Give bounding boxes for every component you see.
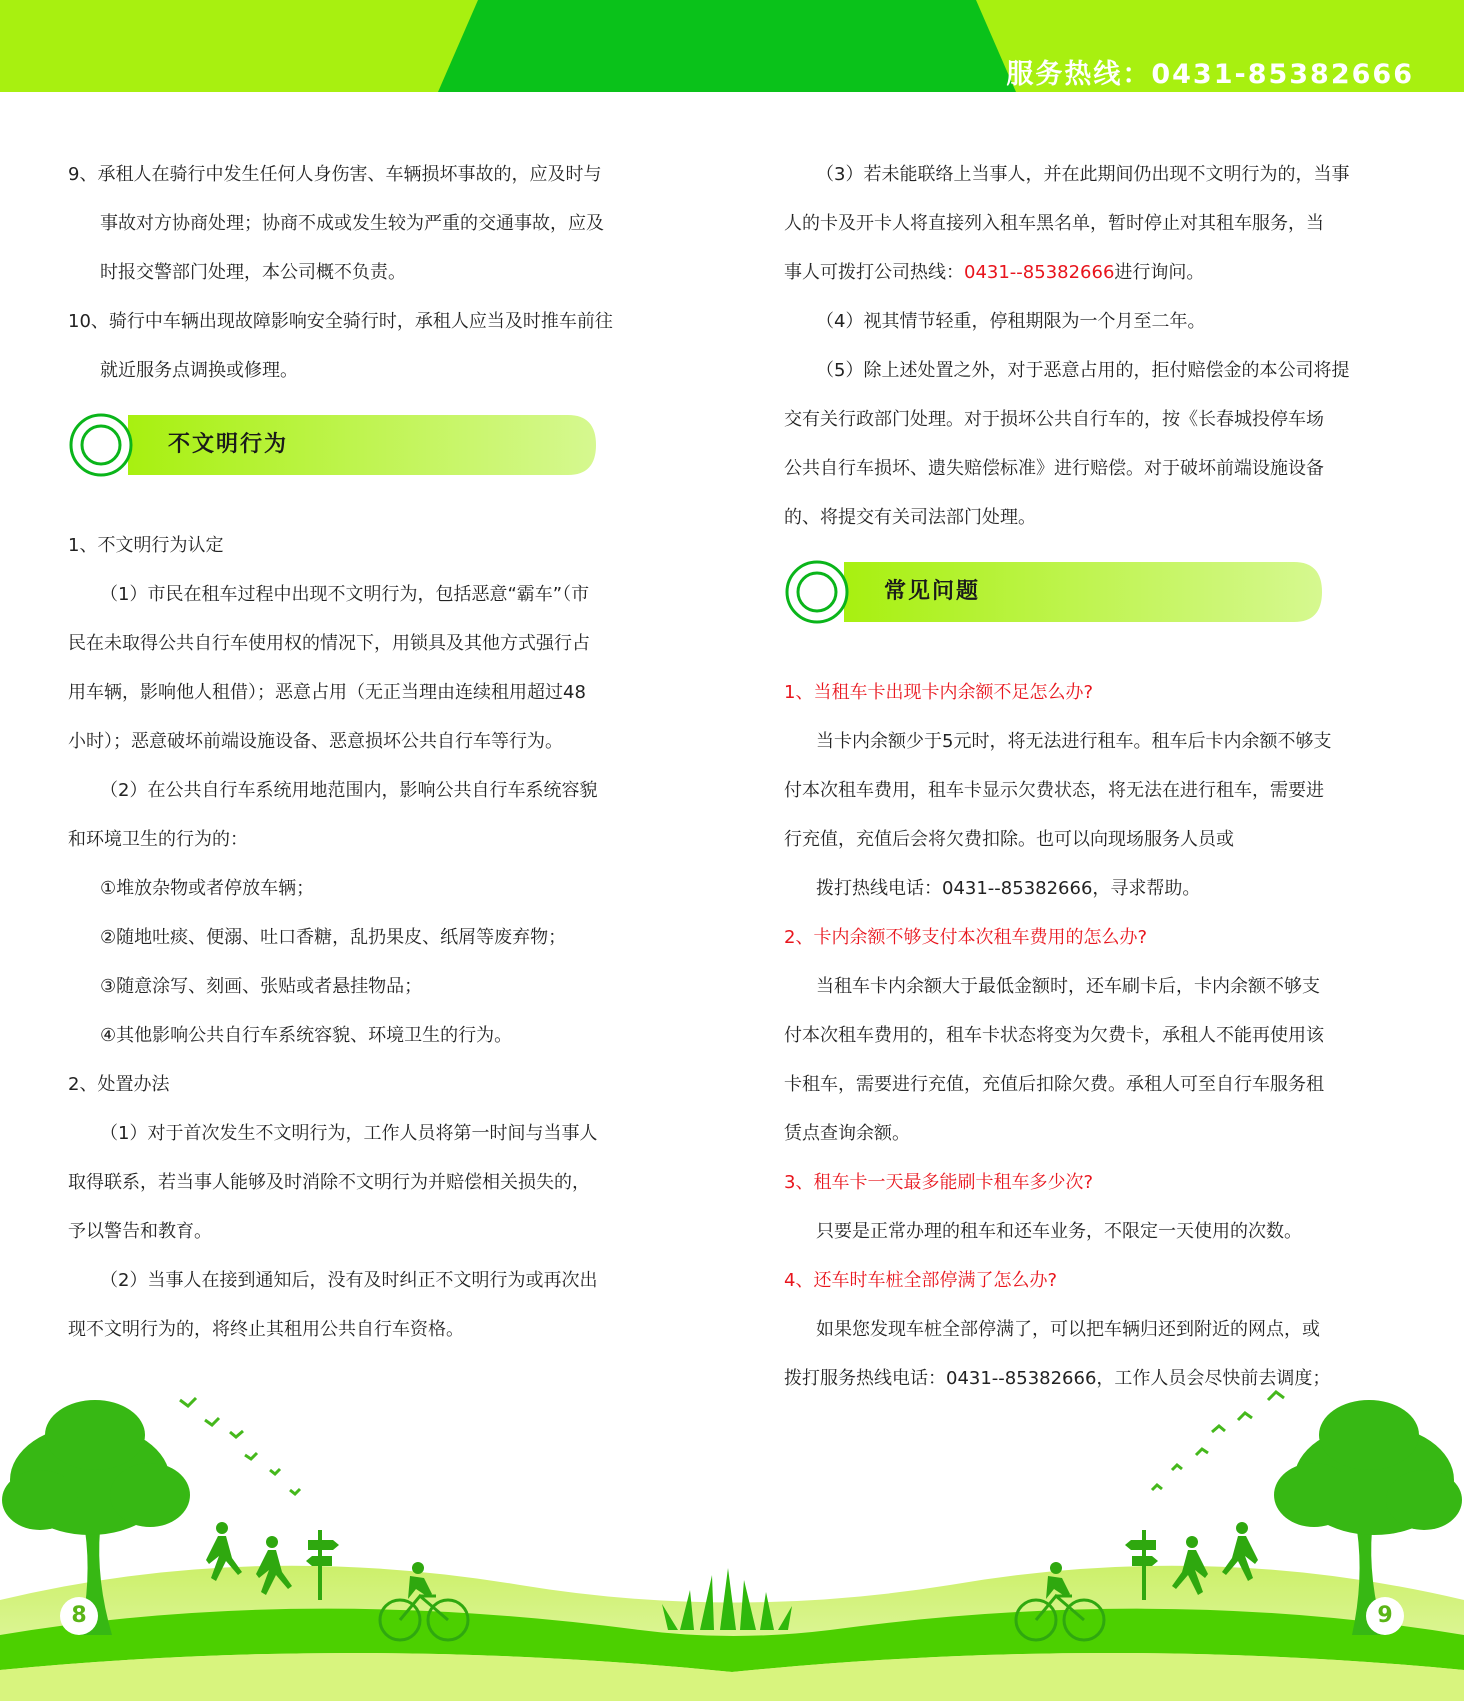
subheading: 1、不文明行为认定 <box>68 535 224 556</box>
list-item: ②随地吐痰、便溺、吐口香糖，乱扔果皮、纸屑等废弃物； <box>100 927 567 948</box>
section-header-uncivilized <box>68 413 688 477</box>
text-line: 10、骑行中车辆出现故障影响安全骑行时，承租人应当及时推车前往 <box>68 311 613 332</box>
section-header-graphic <box>68 413 598 477</box>
section-title: 常见问题 <box>884 578 981 604</box>
text-line: 付本次租车费用，租车卡显示欠费状态，将无法在进行租车，需要进 <box>784 780 1324 801</box>
text-line: 拨打服务热线电话：0431--85382666，工作人员会尽快前去调度； <box>784 1368 1331 1389</box>
section-title: 不文明行为 <box>168 431 289 457</box>
text-line: （1）市民在租车过程中出现不文明行为，包括恶意“霸车”（市 <box>100 584 590 605</box>
subheading: 2、处置办法 <box>68 1074 170 1095</box>
left-column <box>68 150 688 1354</box>
page-number-right: 9 <box>1366 1597 1404 1635</box>
text-line: 公共自行车损坏、遗失赔偿标准》进行赔偿。对于破坏前端设施设备 <box>784 458 1324 479</box>
list-item: ①堆放杂物或者停放车辆； <box>100 878 315 899</box>
text-line: 予以警告和教育。 <box>68 1221 212 1242</box>
faq-question: 3、租车卡一天最多能刷卡租车多少次? <box>784 1172 1094 1193</box>
text-line: 交有关行政部门处理。对于损坏公共自行车的，按《长春城投停车场 <box>784 409 1324 430</box>
faq-question: 4、还车时车桩全部停满了怎么办? <box>784 1270 1058 1291</box>
text-line: 当卡内余额少于5元时，将无法进行租车。租车后卡内余额不够支 <box>816 731 1332 752</box>
text-line: （4）视其情节轻重，停租期限为一个月至二年。 <box>816 311 1206 332</box>
section-header-graphic <box>784 560 1324 624</box>
text-span: 进行询问。 <box>1114 262 1205 283</box>
text-line: 拨打热线电话：0431--85382666，寻求帮助。 <box>816 878 1201 899</box>
text-line: （1）对于首次发生不文明行为，工作人员将第一时间与当事人 <box>100 1123 598 1144</box>
hotline-number: 0431--85382666 <box>964 262 1115 283</box>
text-line: 事故对方协商处理；协商不成或发生较为严重的交通事故，应及 <box>100 213 604 234</box>
section-header-faq <box>784 560 1404 624</box>
text-line: 9、承租人在骑行中发生任何人身伤害、车辆损坏事故的，应及时与 <box>68 164 602 185</box>
faq-question: 1、当租车卡出现卡内余额不足怎么办? <box>784 682 1094 703</box>
text-line: 现不文明行为的，将终止其租用公共自行车资格。 <box>68 1319 464 1340</box>
text-line: 付本次租车费用的，租车卡状态将变为欠费卡，承租人不能再使用该 <box>784 1025 1324 1046</box>
right-column <box>784 150 1404 1403</box>
hotline-text: 服务热线：0431-85382666 <box>1006 59 1414 90</box>
text-line: 取得联系，若当事人能够及时消除不文明行为并赔偿相关损失的， <box>68 1172 590 1193</box>
birds-icon <box>1152 1392 1284 1490</box>
footer-scenery <box>0 1380 1464 1701</box>
text-line: 如果您发现车桩全部停满了，可以把车辆归还到附近的网点，或 <box>816 1319 1320 1340</box>
text-line: 只要是正常办理的租车和还车业务，不限定一天使用的次数。 <box>816 1221 1302 1242</box>
text-line: 用车辆，影响他人租借）；恶意占用（无正当理由连续租用超过48 <box>68 682 586 703</box>
text-line: 小时）；恶意破坏前端设施设备、恶意损坏公共自行车等行为。 <box>68 731 563 752</box>
text-line: 赁点查询余额。 <box>784 1123 910 1144</box>
text-line: 就近服务点调换或修理。 <box>100 360 298 381</box>
text-line: 卡租车，需要进行充值，充值后扣除欠费。承租人可至自行车服务租 <box>784 1074 1324 1095</box>
list-item: ④其他影响公共自行车系统容貌、环境卫生的行为。 <box>100 1025 513 1046</box>
text-line: （5）除上述处置之外，对于恶意占用的，拒付赔偿金的本公司将提 <box>816 360 1350 381</box>
faq-question: 2、卡内余额不够支付本次租车费用的怎么办? <box>784 927 1148 948</box>
text-line: （3）若未能联络上当事人，并在此期间仍出现不文明行为的，当事 <box>816 164 1350 185</box>
page-number-left: 8 <box>60 1597 98 1635</box>
text-line: 和环境卫生的行为的： <box>68 829 248 850</box>
text-line: 行充值，充值后会将欠费扣除。也可以向现场服务人员或 <box>784 829 1234 850</box>
text-line: 当租车卡内余额大于最低金额时，还车刷卡后，卡内余额不够支 <box>816 976 1320 997</box>
text-line: 人的卡及开卡人将直接列入租车黑名单，暂时停止对其租车服务，当 <box>784 213 1324 234</box>
text-line: （2）当事人在接到通知后，没有及时纠正不文明行为或再次出 <box>100 1270 598 1291</box>
birds-icon <box>180 1398 300 1494</box>
text-line: （2）在公共自行车系统用地范围内，影响公共自行车系统容貌 <box>100 780 598 801</box>
text-line: 时报交警部门处理，本公司概不负责。 <box>100 262 406 283</box>
text-line: 民在未取得公共自行车使用权的情况下，用锁具及其他方式强行占 <box>68 633 590 654</box>
text-span: 事人可拨打公司热线： <box>784 262 964 283</box>
text-line <box>784 248 1404 297</box>
list-item: ③随意涂写、刻画、张贴或者悬挂物品； <box>100 976 423 997</box>
text-line: 的、将提交有关司法部门处理。 <box>784 507 1036 528</box>
